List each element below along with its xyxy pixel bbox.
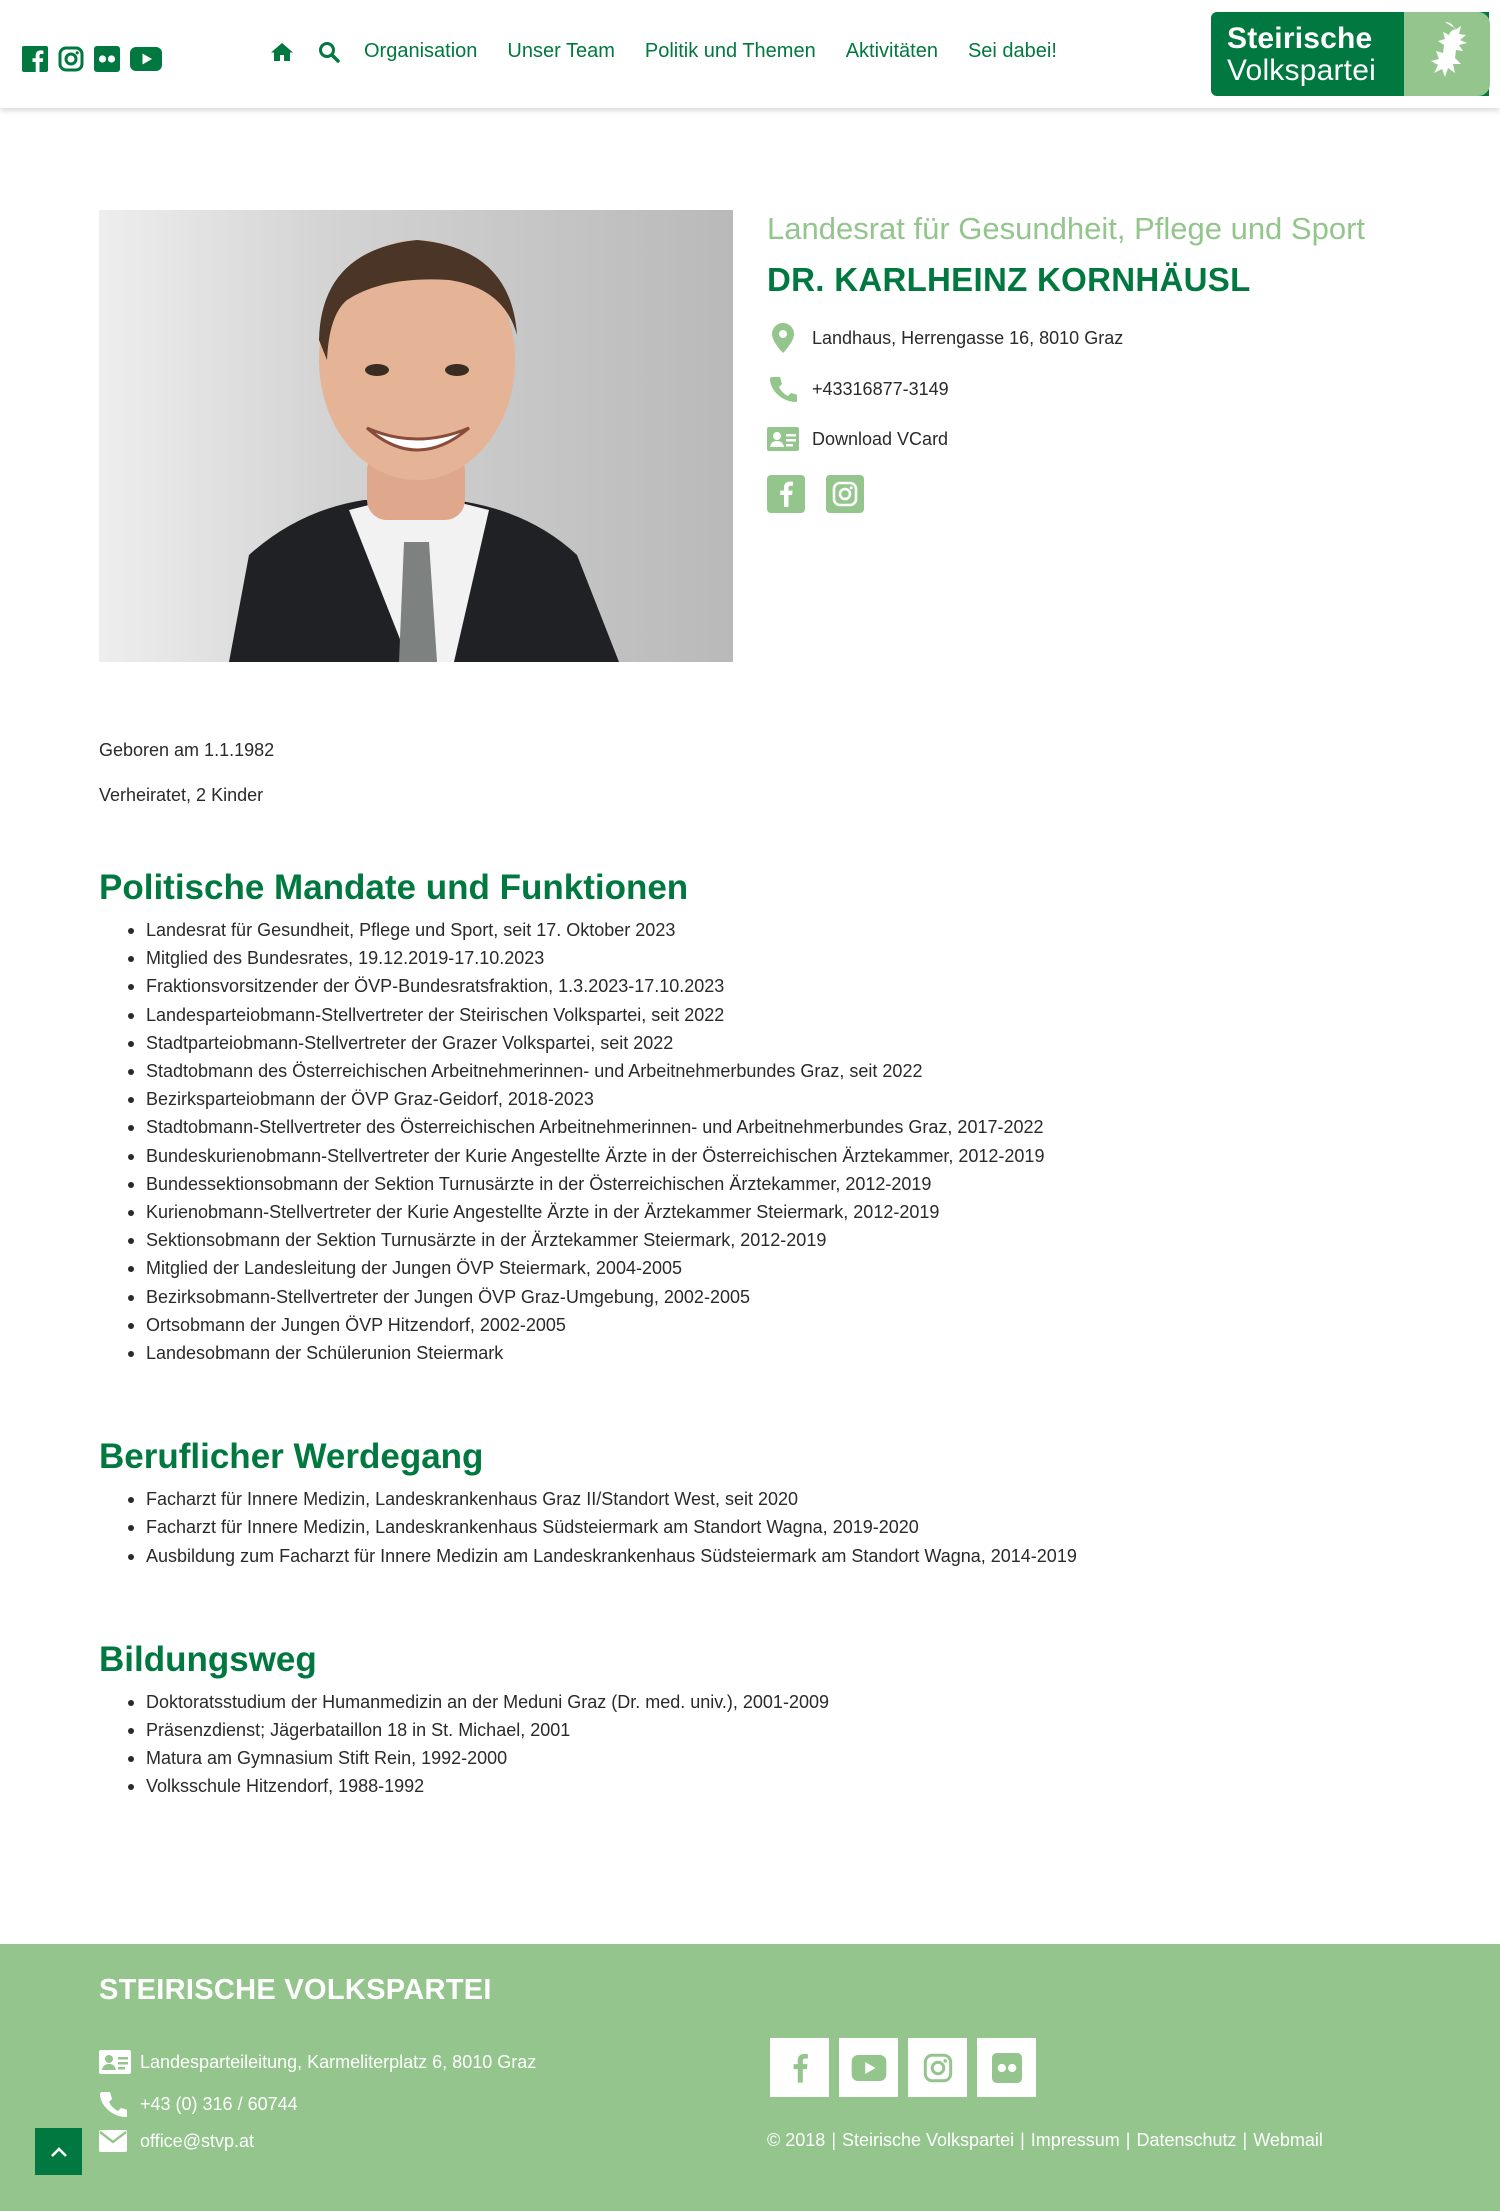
site-header bbox=[0, 0, 1500, 108]
footer-separator: | bbox=[1125, 2130, 1131, 2150]
flickr-icon[interactable] bbox=[94, 46, 120, 77]
header-social-links bbox=[22, 46, 162, 77]
list-item: Stadtobmann des Österreichischen Arbeitnehmerinnen- und Arbeitnehmerbundes Graz, seit 2022 bbox=[146, 1057, 1399, 1085]
section-title-career: Beruflicher Werdegang bbox=[99, 1437, 484, 1477]
mandates-list bbox=[99, 916, 1399, 1367]
footer-address: Landesparteileitung, Karmeliterplatz 6, 8010 Graz bbox=[140, 2051, 537, 2072]
list-item: Bundessektionsobmann der Sektion Turnusärzte in der Österreichischen Ärztekammer, 2012-2019 bbox=[146, 1170, 1399, 1198]
copyright-text: © 2018 bbox=[767, 2130, 826, 2150]
footer-email[interactable]: office@stvp.at bbox=[140, 2130, 254, 2151]
search-icon[interactable] bbox=[318, 41, 340, 63]
back-to-top-button[interactable] bbox=[35, 2128, 82, 2175]
list-item: Bezirksparteiobmann der ÖVP Graz-Geidorf, 2018-2023 bbox=[146, 1085, 1399, 1113]
footer-link-webmail[interactable]: Webmail bbox=[1253, 2130, 1323, 2150]
family-status: Verheiratet, 2 Kinder bbox=[99, 785, 264, 805]
list-item: Kurienobmann-Stellvertreter der Kurie Angestellte Ärzte in der Ärztekammer Steiermark, 2012-2019 bbox=[146, 1198, 1399, 1226]
phone-icon bbox=[767, 375, 799, 403]
address-card-icon bbox=[99, 2050, 133, 2074]
envelope-icon bbox=[99, 2130, 133, 2152]
nav-unser-team[interactable]: Unser Team bbox=[507, 40, 615, 62]
profile-role: Landesrat für Gesundheit, Pflege und Sport bbox=[767, 211, 1366, 246]
list-item: Mitglied des Bundesrates, 19.12.2019-17.10.2023 bbox=[146, 944, 1399, 972]
footer-phone-row bbox=[99, 2090, 298, 2118]
phone-row bbox=[767, 375, 1407, 403]
list-item: Mitglied der Landesleitung der Jungen ÖVP Steiermark, 2004-2005 bbox=[146, 1254, 1399, 1282]
facebook-icon[interactable] bbox=[22, 46, 48, 77]
footer-email-row bbox=[99, 2130, 254, 2152]
birth-date: Geboren am 1.1.1982 bbox=[99, 740, 275, 760]
list-item: Matura am Gymnasium Stift Rein, 1992-2000 bbox=[146, 1744, 1399, 1772]
list-item: Bundeskurienobmann-Stellvertreter der Kurie Angestellte Ärzte in der Österreichischen Ärztekammer, 2012-2019 bbox=[146, 1142, 1399, 1170]
map-pin-icon bbox=[767, 323, 799, 353]
footer-separator: | bbox=[831, 2130, 836, 2150]
nav-politik-und-themen[interactable]: Politik und Themen bbox=[644, 40, 816, 62]
logo-line2: Volkspartei bbox=[1227, 54, 1376, 87]
vcard-icon bbox=[767, 427, 799, 451]
youtube-icon[interactable] bbox=[839, 2038, 898, 2097]
portrait-image bbox=[99, 210, 733, 662]
footer-separator: | bbox=[1020, 2130, 1025, 2150]
list-item: Landesparteiobmann-Stellvertreter der Steirischen Volkspartei, seit 2022 bbox=[146, 1001, 1399, 1029]
logo-line1: Steirische bbox=[1227, 22, 1373, 55]
main-navigation bbox=[270, 40, 1087, 63]
footer-link-steirische-volkspartei[interactable]: Steirische Volkspartei bbox=[842, 2130, 1015, 2150]
list-item: Facharzt für Innere Medizin, Landeskrankenhaus Südsteiermark am Standort Wagna, 2019-2020 bbox=[146, 1513, 1399, 1541]
instagram-icon[interactable] bbox=[58, 46, 84, 77]
profile-address: Landhaus, Herrengasse 16, 8010 Graz bbox=[812, 327, 1124, 348]
footer-link-datenschutz[interactable]: Datenschutz bbox=[1136, 2130, 1237, 2150]
list-item: Doktoratsstudium der Humanmedizin an der Meduni Graz (Dr. med. univ.), 2001-2009 bbox=[146, 1688, 1399, 1716]
footer-social-links bbox=[770, 2038, 1036, 2097]
career-list bbox=[99, 1485, 1399, 1570]
list-item: Stadtobmann-Stellvertreter des Österreichischen Arbeitnehmerinnen- und Arbeitnehmerbundes Graz, 2017-2022 bbox=[146, 1113, 1399, 1141]
site-footer bbox=[0, 1944, 1500, 2211]
party-logo[interactable] bbox=[1211, 12, 1489, 96]
footer-link-impressum[interactable]: Impressum bbox=[1030, 2130, 1120, 2150]
footer-address-row bbox=[99, 2050, 536, 2074]
list-item: Volksschule Hitzendorf, 1988-1992 bbox=[146, 1772, 1399, 1800]
instagram-icon[interactable] bbox=[908, 2038, 967, 2097]
profile-photo bbox=[99, 210, 733, 662]
profile-phone[interactable]: +43316877-3149 bbox=[812, 378, 949, 399]
list-item: Facharzt für Innere Medizin, Landeskrankenhaus Graz II/Standort West, seit 2020 bbox=[146, 1485, 1399, 1513]
nav-aktivitaeten[interactable]: Aktivitäten bbox=[845, 40, 938, 62]
footer-phone[interactable]: +43 (0) 316 / 60744 bbox=[140, 2093, 298, 2114]
list-item: Stadtparteiobmann-Stellvertreter der Grazer Volkspartei, seit 2022 bbox=[146, 1029, 1399, 1057]
instagram-icon[interactable] bbox=[826, 475, 864, 513]
vcard-row bbox=[767, 427, 1407, 451]
chevron-up-icon bbox=[50, 2146, 68, 2158]
list-item: Landesobmann der Schülerunion Steiermark bbox=[146, 1339, 1399, 1367]
footer-title: STEIRISCHE VOLKSPARTEI bbox=[99, 1974, 492, 2006]
nav-organisation[interactable]: Organisation bbox=[364, 40, 478, 62]
facebook-icon[interactable] bbox=[770, 2038, 829, 2097]
profile-name: DR. KARLHEINZ KORNHÄUSL bbox=[767, 261, 1251, 298]
nav-sei-dabei[interactable]: Sei dabei! bbox=[967, 40, 1057, 62]
list-item: Präsenzdienst; Jägerbataillon 18 in St. Michael, 2001 bbox=[146, 1716, 1399, 1744]
list-item: Landesrat für Gesundheit, Pflege und Sport, seit 17. Oktober 2023 bbox=[146, 916, 1399, 944]
list-item: Bezirksobmann-Stellvertreter der Jungen ÖVP Graz-Umgebung, 2002-2005 bbox=[146, 1283, 1399, 1311]
facebook-icon[interactable] bbox=[767, 475, 805, 513]
list-item: Ortsobmann der Jungen ÖVP Hitzendorf, 2002-2005 bbox=[146, 1311, 1399, 1339]
section-title-mandates: Politische Mandate und Funktionen bbox=[99, 868, 689, 907]
education-list bbox=[99, 1688, 1399, 1801]
youtube-icon[interactable] bbox=[130, 47, 162, 76]
list-item: Ausbildung zum Facharzt für Innere Medizin am Landeskrankenhaus Südsteiermark am Standort Wagna, 2014-2019 bbox=[146, 1542, 1399, 1570]
footer-links bbox=[767, 2130, 1323, 2151]
profile-info bbox=[767, 212, 1407, 513]
address-row bbox=[767, 323, 1407, 353]
profile-social-links bbox=[767, 475, 1407, 513]
main-content bbox=[99, 740, 1399, 1801]
home-icon[interactable] bbox=[270, 42, 294, 62]
section-title-education: Bildungsweg bbox=[99, 1639, 317, 1679]
list-item: Fraktionsvorsitzender der ÖVP-Bundesratsfraktion, 1.3.2023-17.10.2023 bbox=[146, 972, 1399, 1000]
list-item: Sektionsobmann der Sektion Turnusärzte in der Ärztekammer Steiermark, 2012-2019 bbox=[146, 1226, 1399, 1254]
download-vcard-link[interactable]: Download VCard bbox=[812, 428, 949, 449]
flickr-icon[interactable] bbox=[977, 2038, 1036, 2097]
footer-separator: | bbox=[1242, 2130, 1248, 2150]
phone-icon bbox=[99, 2090, 133, 2118]
panther-emblem-icon bbox=[1417, 18, 1479, 88]
